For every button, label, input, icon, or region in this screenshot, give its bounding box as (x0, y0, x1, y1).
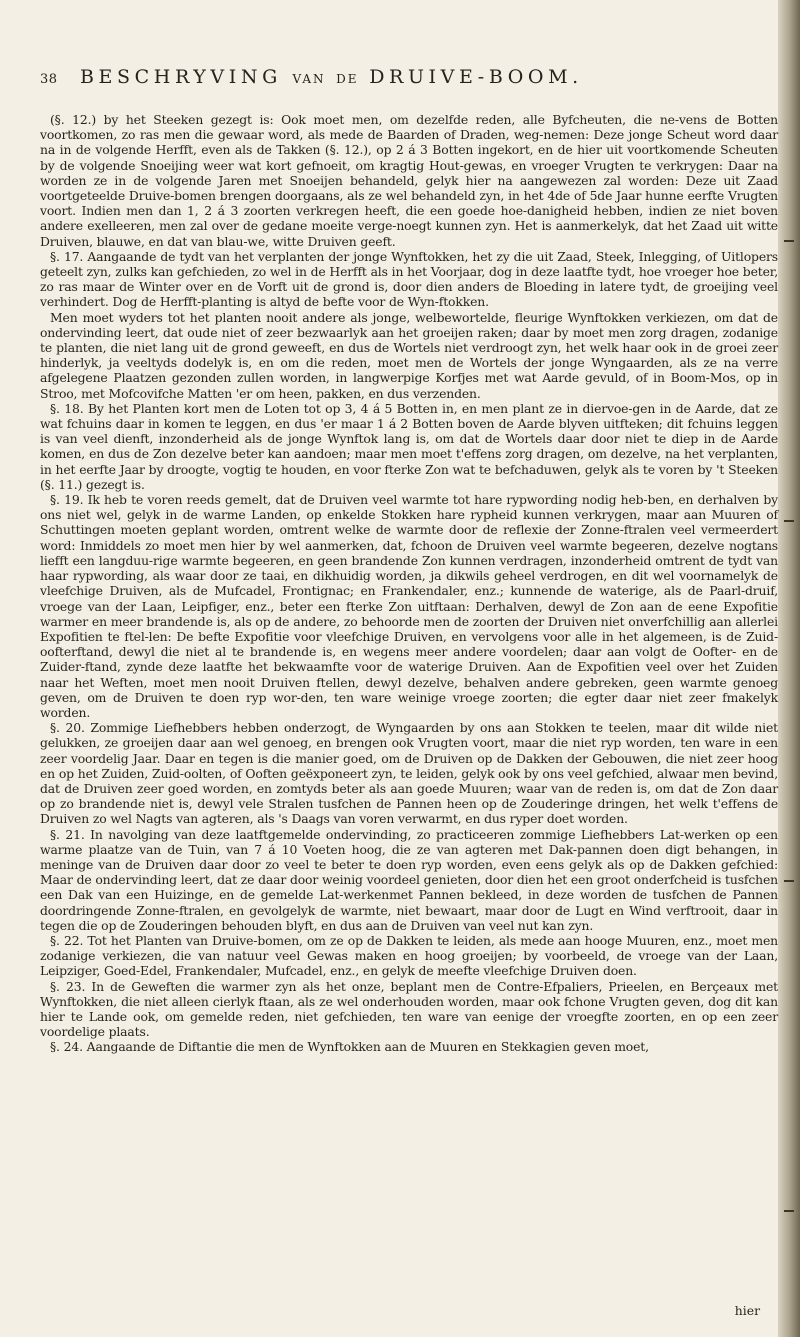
running-title (80, 66, 760, 88)
running-header (40, 66, 780, 92)
edge-mark (784, 520, 794, 522)
paragraph: §. 21. In navolging van deze laatftgemelde ondervinding, zo practiceeren zommige Liefhebbers Lat-werken op een warme plaatze van de Tuin, van 7 á 10 Voeten hoog, die ze van agteren met Dak-pannen doen digt behangen, in meninge van de Druiven daar door zo veel te beter te doen ryp worden, even eens gelyk als op de Dakken gefchied: Maar de ondervinding leert, dat ze daar door weinig voordeel genieten, door dien het een groot onderfcheid is tusfchen een Dak van een Huizinge, en de gemelde Lat-werkenmet Pannen bekleed, in deze worden de tusfchen de Pannen doordringende Zonne-ftralen, en gevolgelyk de warmte, niet bewaart, maar door de Lugt en Wind verftrooit, daar in tegen die op de Zouderingen behouden blyft, en dus aan de Druiven van veel nut kan zyn. (40, 826, 778, 933)
title-part1: BESCHRYVING (80, 66, 282, 88)
paragraph: §. 24. Aangaande de Diftantie die men de Wynftokken aan de Muuren en Stekkagien geven moet, (50, 1039, 649, 1055)
paragraph: §. 22. Tot het Planten van Druive-bomen, om ze op de Dakken te leiden, als mede aan hooge Muuren, enz., moet men zodanige verkiezen, die van natuur veel Gewas maken en hoog groeijen; by voorbeeld, de vroege van der Laan, Leipziger, Goed-Edel, Frankendaler, Mufcadel, enz., en gelyk de meefte vleefchige Druiven doen. (40, 932, 778, 979)
paragraph: §. 23. In de Geweften die warmer zyn als het onze, beplant men de Contre-Efpaliers, Prieelen, en Berçeaux met Wynftokken, die niet alleen cierlyk ftaan, als ze wel onderhouden worden, maar ook fchone Vrugten geven, dog dit kan hier te Lande ook, om gemelde reden, niet gefchieden, ten ware van eenige der vroegfte zoorten, en op een zeer voordelige plaats. (40, 978, 778, 1040)
edge-mark (784, 880, 794, 882)
paragraph: (§. 12.) by het Steeken gezegt is: Ook moet men, om dezelfde reden, alle Byfcheuten, die ne-vens de Botten voortkomen, zo ras men die gewaar word, als mede de Baarden of Draden, weg-nemen: Deze jonge Scheut word daar na in de volgende Herfft, even als de Takken (§. 12.), op 2 á 3 Botten ingekort, en de hier uit voortkomende Scheuten by de volgende Snoeijing weer wat kort gefnoeit, om kragtig Hout-gewas, en vroeger Vrugten te verkrygen: Daar na worden ze in de volgende Jaren met Snoeijen behandeld, gelyk hier na aangewezen zal worden: Deze uit Zaad voortgeteelde Druive-bomen brengen doorgaans, als ze wel behandeld zyn, in het 4de of 5de Jaar hunne eerfte Vrugten voort. Indien men dan 1, 2 á 3 zoorten verkregen heeft, die een goede hoe-danigheid hebben, indien ze niet boven andere exelleeren, men zal over de gedane moeite verge-noegt kunnen zyn. Het is aanmerkelyk, dat het Zaad uit witte Druiven, blauwe, en dat van blau-we, witte Druiven geeft. (40, 112, 778, 249)
title-de: DE (336, 72, 359, 86)
edge-mark (784, 1210, 794, 1212)
paragraph: §. 18. By het Planten kort men de Loten tot op 3, 4 á 5 Botten in, en men plant ze in diervoe-gen in de Aarde, dat ze wat fchuins daar in komen te leggen, en dus 'er maar 1 á 2 Botten boven de Aarde blyven uitfteken; dit fchuins leggen is van veel dienft, inzonderheid als de jonge Wynftok lang is, om dat de Wortels daar door niet te diep in de Aarde komen, en dus de Zon dezelve beter kan aandoen; maar men moet t'effens zorg dragen, om dezelve, na het verplanten, in het eerfte Jaar by droogte, vogtig te houden, en voor fterke Zon wat te befchaduwen, gelyk als te voren by 't Steeken (§. 11.) gezegt is. (40, 400, 778, 492)
body-text (40, 112, 778, 1055)
title-van: VAN (292, 72, 326, 86)
catchword: hier (734, 1303, 760, 1318)
paragraph: Men moet wyders tot het planten nooit andere als jonge, welbewortelde, fleurige Wynftokken verkiezen, om dat de ondervinding leert, dat oude niet of zeer bezwaarlyk aan het groeijen raken; daar by moet men zorg dragen, zodanige te planten, die niet lang uit de grond geweeft, en dus de Wortels niet verdroogt zyn, het welk haar ook in de groei zeer hinderlyk, ja veeltyds dodelyk is, en om die reden, moet men de Wortels der jonge Wyngaarden, als ze na verre afgelegene Plaatzen gezonden zullen worden, in langwerpige Korfjes met wat Aarde gevuld, of in Boom-Mos, op in Stroo, met Mofcovifche Matten 'er om heen, pakken, en dus verzenden. (40, 309, 778, 401)
paragraph: §. 19. Ik heb te voren reeds gemelt, dat de Druiven veel warmte tot hare rypwording nodig heb-ben, en derhalven by ons niet wel, gelyk in de warme Landen, op enkelde Stokken hare rypheid kunnen verkrygen, maar aan Muuren of Schuttingen moeten geplant worden, omtrent welke de warmte door de reflexie der Zonne-ftralen veel vermeerdert word: Inmiddels zo moet men hier by wel aanmerken, dat, fchoon de Druiven veel warmte begeeren, dezelve nogtans liefft een langduu-rige warmte begeeren, en geen brandende Zon kunnen verdragen, inzonderheid omtrent de tydt van haar rypwording, als waar door ze taai, en dikhuidig worden, ja dikwils geheel verdrogen, en dit wel voornamelyk de vleefchige Druiven, als de Mufcadel, Frontignac; en Frankendaler, enz.; kunnende de waterige, als de Paarl-druif, vroege van der Laan, Leipfiger, enz., beter een fterke Zon uitftaan: Derhalven, dewyl de Zon aan de eene Expofitie warmer en meer brandende is, als op de andere, zo behoorde men de zoorten der Druiven niet onverfchillig aan allerlei Expofitien te ftel-len: De befte Expofitie voor vleefchige Druiven, en vervolgens voor alle in het algemeen, is de Zuid-oofterftand, dewyl die niet al te brandende is, en wegens meer andere voordelen; daar aan volgt de Oofter- en de Zuider-ftand, zynde deze laatfte het bekwaamfte voor de waterige Druiven. Aan de Expofitien veel over het Zuiden naar het Weften, moet men nooit Druiven ftellen, dewyl dezelve, behalven andere gebreken, geen warmte genoeg geven, om de Druiven te doen ryp wor-den, ten ware weinige vroege zoorten; die egter daar niet zeer fmakelyk worden. (40, 492, 778, 720)
paragraph: §. 20. Zommige Liefhebbers hebben onderzogt, de Wyngaarden by ons aan Stokken te teelen, maar dit wilde niet gelukken, ze groeijen daar aan wel genoeg, en brengen ook Vrugten voort, maar die niet ryp worden, ten ware in een zeer voordelig Jaar. Daar en tegen is die manier goed, om de Druiven op de Dakken der Gebouwen, die niet zeer hoog en op het Zuiden, Zuid-oolten, of Ooften geëxponeert zyn, te leiden, gelyk ook by ons veel gefchied, alwaar men bevind, dat de Druiven zeer goed worden, en zomtyds beter als aan goede Muuren; waar van de reden is, om dat de Zon daar op zo brandende niet is, dewyl vele Stralen tusfchen de Pannen heen op de Zouderinge dringen, het welk t'effens de Druiven zo wel Nagts van agteren, als 's Daags van voren verwarmt, en dus ryper doet worden. (40, 720, 778, 827)
edge-mark (784, 240, 794, 242)
page-number: 38 (40, 72, 58, 87)
title-part2: DRUIVE-BOOM. (369, 66, 583, 88)
page-edge-shadow (778, 0, 800, 1337)
paragraph: §. 17. Aangaande de tydt van het verplanten der jonge Wynftokken, het zy die uit Zaad, Steek, Inlegging, of Uitlopers geteelt zyn, zulks kan gefchieden, zo wel in de Herfft als in het Voorjaar, dog in deze laatfte tydt, hoe vroeger hoe beter, zo ras maar de Winter over en de Vorft uit de grond is, door dien anders de Bloeding in latere tydt, de groeijing veel verhindert. Dog de Herfft-planting is altyd de befte voor de Wyn-ftokken. (40, 248, 778, 310)
